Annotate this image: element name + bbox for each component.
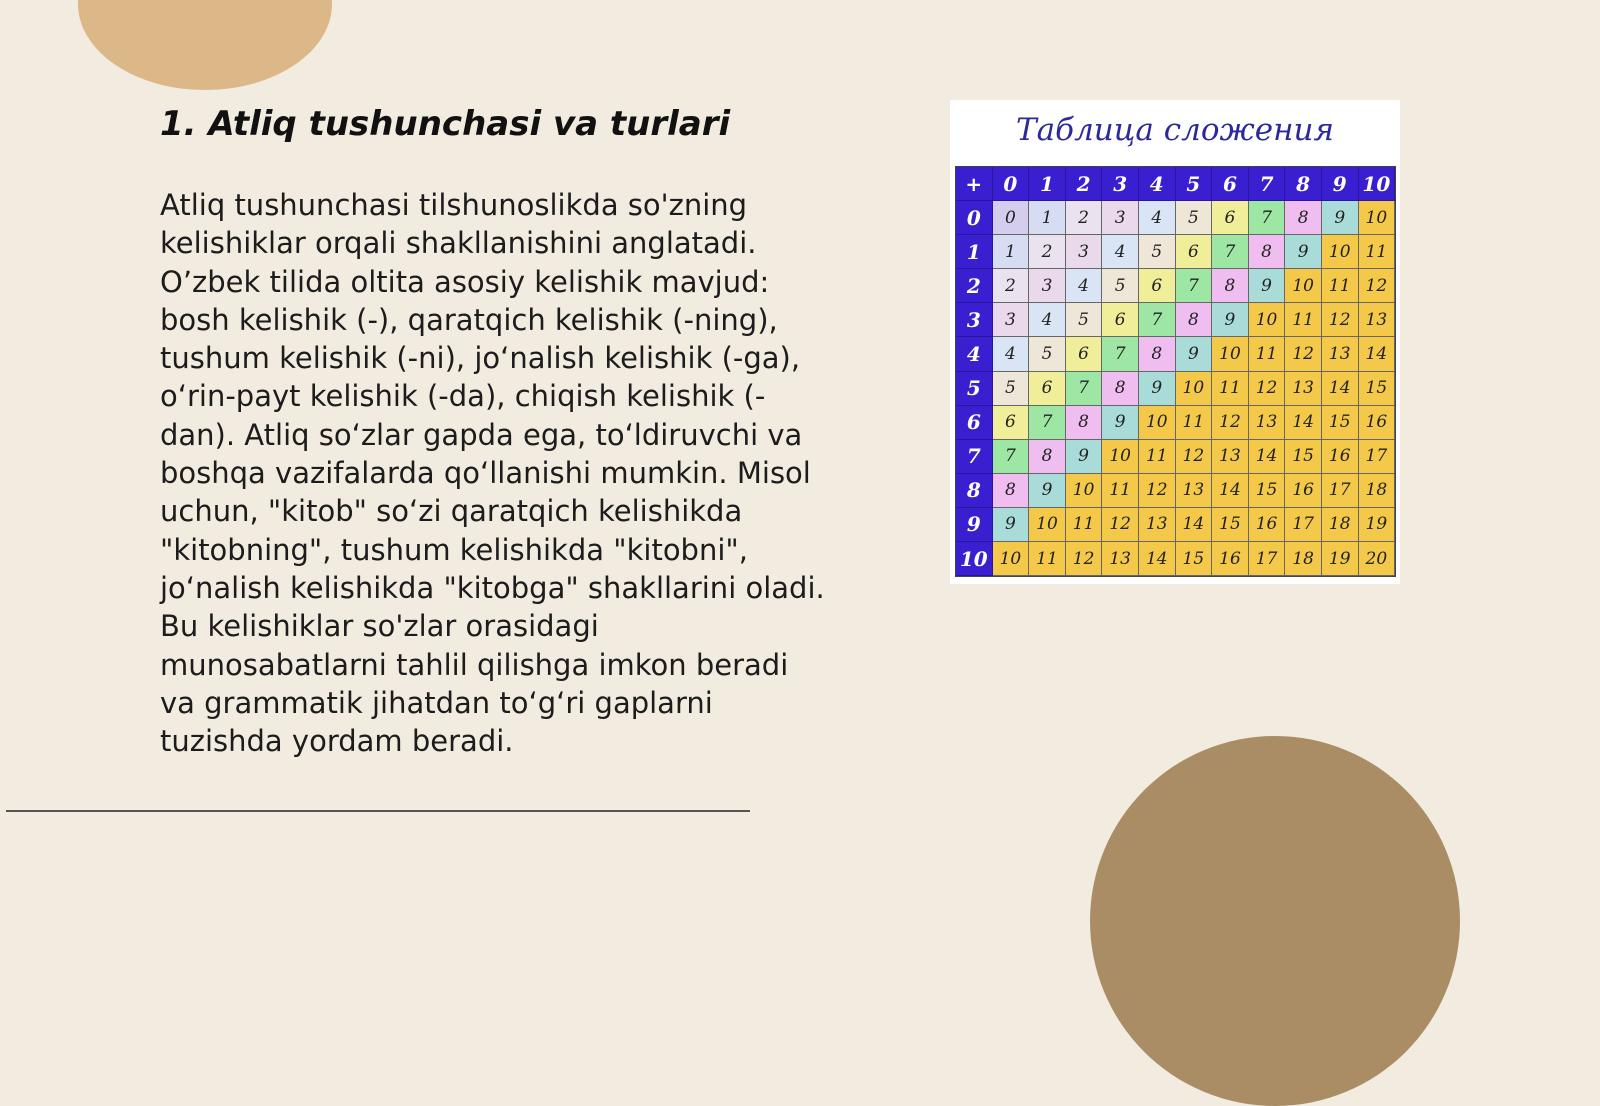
table-sum-cell: 13 — [1102, 542, 1139, 576]
table-sum-cell: 8 — [1249, 235, 1286, 269]
table-sum-cell: 11 — [1285, 303, 1322, 337]
table-column-header: 5 — [1176, 167, 1213, 201]
table-sum-cell: 15 — [1176, 542, 1213, 576]
table-sum-cell: 13 — [1212, 440, 1249, 474]
table-sum-cell: 11 — [1066, 508, 1103, 542]
table-sum-cell: 3 — [1066, 235, 1103, 269]
table-sum-cell: 8 — [1176, 303, 1213, 337]
table-sum-cell: 3 — [1029, 269, 1066, 303]
table-sum-cell: 7 — [1029, 406, 1066, 440]
table-sum-cell: 8 — [1285, 201, 1322, 235]
table-sum-cell: 14 — [1285, 406, 1322, 440]
table-sum-cell: 15 — [1249, 474, 1286, 508]
table-sum-cell: 16 — [1249, 508, 1286, 542]
table-column-header: 4 — [1139, 167, 1176, 201]
table-sum-cell: 4 — [1029, 303, 1066, 337]
table-sum-cell: 6 — [993, 406, 1030, 440]
table-sum-cell: 7 — [1212, 235, 1249, 269]
table-sum-cell: 16 — [1285, 474, 1322, 508]
table-sum-cell: 13 — [1176, 474, 1213, 508]
table-sum-cell: 8 — [1066, 406, 1103, 440]
table-row-header: 6 — [956, 406, 993, 440]
table-sum-cell: 9 — [1176, 337, 1213, 371]
table-sum-cell: 15 — [1212, 508, 1249, 542]
divider-line — [6, 810, 750, 812]
table-sum-cell: 9 — [1322, 201, 1359, 235]
table-sum-cell: 8 — [1102, 372, 1139, 406]
table-sum-cell: 3 — [993, 303, 1030, 337]
table-sum-cell: 10 — [1359, 201, 1396, 235]
table-sum-cell: 5 — [993, 372, 1030, 406]
table-column-header: 8 — [1285, 167, 1322, 201]
table-sum-cell: 10 — [1249, 303, 1286, 337]
table-sum-cell: 5 — [1139, 235, 1176, 269]
table-sum-cell: 2 — [993, 269, 1030, 303]
table-sum-cell: 7 — [1102, 337, 1139, 371]
addition-table-grid — [955, 166, 1396, 577]
table-row-header: 9 — [956, 508, 993, 542]
table-sum-cell: 13 — [1139, 508, 1176, 542]
table-sum-cell: 10 — [1212, 337, 1249, 371]
table-sum-cell: 11 — [1212, 372, 1249, 406]
table-sum-cell: 2 — [1066, 201, 1103, 235]
table-column-header: 2 — [1066, 167, 1103, 201]
table-sum-cell: 10 — [1029, 508, 1066, 542]
table-sum-cell: 12 — [1102, 508, 1139, 542]
table-sum-cell: 5 — [1029, 337, 1066, 371]
table-sum-cell: 12 — [1066, 542, 1103, 576]
table-sum-cell: 13 — [1359, 303, 1396, 337]
table-sum-cell: 5 — [1102, 269, 1139, 303]
table-sum-cell: 6 — [1212, 201, 1249, 235]
table-sum-cell: 7 — [1066, 372, 1103, 406]
table-sum-cell: 11 — [1359, 235, 1396, 269]
table-sum-cell: 12 — [1139, 474, 1176, 508]
table-sum-cell: 4 — [993, 337, 1030, 371]
table-sum-cell: 9 — [993, 508, 1030, 542]
table-sum-cell: 12 — [1359, 269, 1396, 303]
table-sum-cell: 17 — [1322, 474, 1359, 508]
table-sum-cell: 1 — [1029, 201, 1066, 235]
decorative-circle-top — [78, 0, 332, 90]
addition-table-title: Таблица сложения — [1015, 112, 1334, 148]
table-sum-cell: 7 — [1249, 201, 1286, 235]
table-sum-cell: 14 — [1176, 508, 1213, 542]
table-sum-cell: 16 — [1322, 440, 1359, 474]
table-sum-cell: 3 — [1102, 201, 1139, 235]
table-column-header: 7 — [1249, 167, 1286, 201]
table-column-header: 9 — [1322, 167, 1359, 201]
table-column-header: 10 — [1359, 167, 1396, 201]
table-sum-cell: 9 — [1249, 269, 1286, 303]
table-sum-cell: 18 — [1285, 542, 1322, 576]
table-sum-cell: 4 — [1066, 269, 1103, 303]
table-sum-cell: 14 — [1249, 440, 1286, 474]
table-row-header: 1 — [956, 235, 993, 269]
table-sum-cell: 15 — [1322, 406, 1359, 440]
table-sum-cell: 7 — [993, 440, 1030, 474]
table-sum-cell: 4 — [1102, 235, 1139, 269]
table-row-header: 8 — [956, 474, 993, 508]
table-sum-cell: 9 — [1102, 406, 1139, 440]
table-sum-cell: 10 — [1102, 440, 1139, 474]
table-sum-cell: 9 — [1212, 303, 1249, 337]
table-sum-cell: 19 — [1322, 542, 1359, 576]
table-row-header: 3 — [956, 303, 993, 337]
table-column-header: 3 — [1102, 167, 1139, 201]
slide-title: 1. Atliq tushunchasi va turlari — [160, 104, 731, 144]
table-sum-cell: 8 — [1029, 440, 1066, 474]
decorative-circle-bottom — [1090, 736, 1460, 1106]
table-sum-cell: 11 — [1322, 269, 1359, 303]
table-sum-cell: 15 — [1285, 440, 1322, 474]
table-sum-cell: 1 — [993, 235, 1030, 269]
table-sum-cell: 8 — [993, 474, 1030, 508]
table-sum-cell: 11 — [1029, 542, 1066, 576]
table-sum-cell: 9 — [1285, 235, 1322, 269]
table-sum-cell: 8 — [1212, 269, 1249, 303]
table-sum-cell: 6 — [1176, 235, 1213, 269]
table-row-header: 4 — [956, 337, 993, 371]
table-sum-cell: 0 — [993, 201, 1030, 235]
table-row-header: 10 — [956, 542, 993, 576]
table-sum-cell: 6 — [1066, 337, 1103, 371]
table-sum-cell: 17 — [1359, 440, 1396, 474]
table-sum-cell: 16 — [1212, 542, 1249, 576]
table-column-header: 6 — [1212, 167, 1249, 201]
table-row-header: 7 — [956, 440, 993, 474]
table-sum-cell: 10 — [1066, 474, 1103, 508]
table-sum-cell: 7 — [1139, 303, 1176, 337]
table-sum-cell: 6 — [1102, 303, 1139, 337]
table-sum-cell: 12 — [1285, 337, 1322, 371]
slide-paragraph: Atliq tushunchasi tilshunoslikda so'zning kelishiklar orqali shakllanishini anglatadi. O’zbek tilida oltita asosiy kelishik mavjud: bosh kelishik (-), qaratqich kelishik (-ning), tushum kelishik (-ni), jo‘nalish kelishik (-ga), o‘rin-payt kelishik (-da), chiqish kelishik (- dan). Atliq so‘zlar gapda ega, to‘ldiruvchi va boshqa vazifalarda qo‘llanishi mumkin. Misol uchun, "kitob" so‘zi qaratqich kelishikda "kitobning", tushum kelishikda "kitobni", jo‘nalish kelishikda "kitobga" shakllarini oladi. Bu kelishiklar so'zlar orasidagi munosabatlarni tahlil qilishga imkon beradi va grammatik jihatdan to‘g‘ri gaplarni tuzishda yordam beradi. — [160, 188, 825, 759]
table-sum-cell: 12 — [1322, 303, 1359, 337]
table-column-header: 0 — [993, 167, 1030, 201]
table-sum-cell: 11 — [1176, 406, 1213, 440]
table-sum-cell: 7 — [1176, 269, 1213, 303]
table-sum-cell: 8 — [1139, 337, 1176, 371]
table-sum-cell: 13 — [1285, 372, 1322, 406]
table-sum-cell: 2 — [1029, 235, 1066, 269]
addition-table-image — [950, 100, 1400, 584]
table-sum-cell: 11 — [1102, 474, 1139, 508]
table-sum-cell: 17 — [1285, 508, 1322, 542]
table-sum-cell: 11 — [1139, 440, 1176, 474]
table-sum-cell: 17 — [1249, 542, 1286, 576]
table-sum-cell: 12 — [1212, 406, 1249, 440]
table-sum-cell: 14 — [1212, 474, 1249, 508]
table-sum-cell: 14 — [1322, 372, 1359, 406]
table-sum-cell: 10 — [1322, 235, 1359, 269]
table-column-header: 1 — [1029, 167, 1066, 201]
table-sum-cell: 18 — [1322, 508, 1359, 542]
table-sum-cell: 9 — [1066, 440, 1103, 474]
table-sum-cell: 14 — [1359, 337, 1396, 371]
table-sum-cell: 9 — [1029, 474, 1066, 508]
table-sum-cell: 14 — [1139, 542, 1176, 576]
table-sum-cell: 5 — [1176, 201, 1213, 235]
table-corner-plus: + — [956, 167, 993, 201]
table-sum-cell: 6 — [1029, 372, 1066, 406]
table-sum-cell: 5 — [1066, 303, 1103, 337]
table-sum-cell: 18 — [1359, 474, 1396, 508]
table-row-header: 0 — [956, 201, 993, 235]
table-sum-cell: 10 — [993, 542, 1030, 576]
table-sum-cell: 10 — [1176, 372, 1213, 406]
table-sum-cell: 10 — [1139, 406, 1176, 440]
table-sum-cell: 13 — [1322, 337, 1359, 371]
table-sum-cell: 13 — [1249, 406, 1286, 440]
table-row-header: 5 — [956, 372, 993, 406]
table-sum-cell: 4 — [1139, 201, 1176, 235]
table-sum-cell: 12 — [1176, 440, 1213, 474]
table-sum-cell: 16 — [1359, 406, 1396, 440]
table-sum-cell: 19 — [1359, 508, 1396, 542]
table-sum-cell: 10 — [1285, 269, 1322, 303]
table-sum-cell: 12 — [1249, 372, 1286, 406]
table-sum-cell: 9 — [1139, 372, 1176, 406]
table-row-header: 2 — [956, 269, 993, 303]
table-sum-cell: 11 — [1249, 337, 1286, 371]
table-sum-cell: 20 — [1359, 542, 1396, 576]
table-sum-cell: 6 — [1139, 269, 1176, 303]
table-sum-cell: 15 — [1359, 372, 1396, 406]
